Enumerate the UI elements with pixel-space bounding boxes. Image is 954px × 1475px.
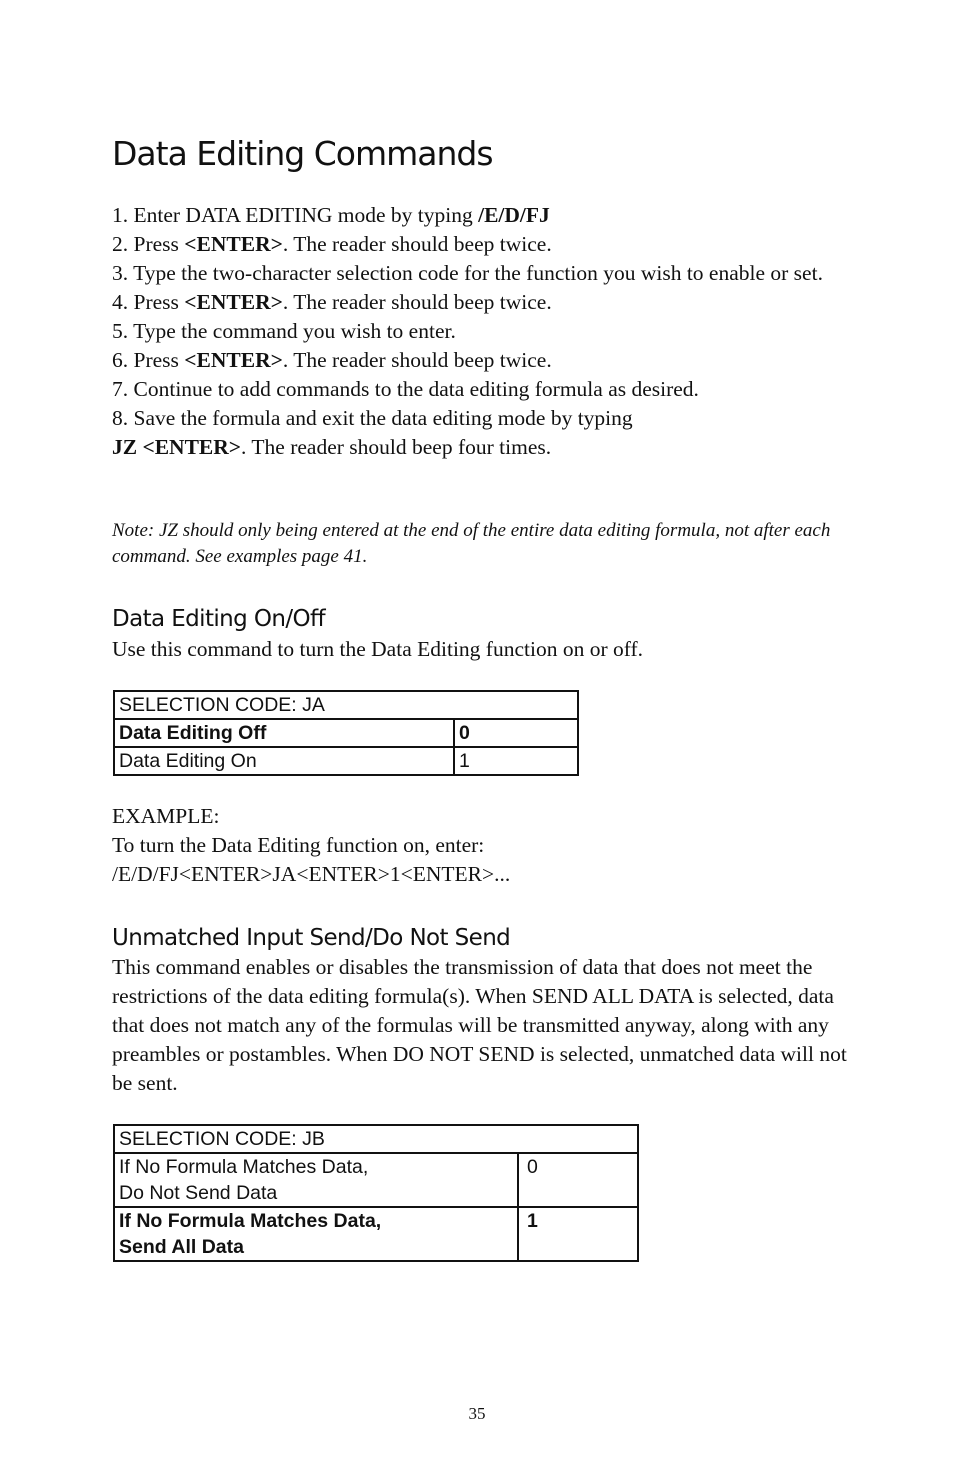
table-cell-value: 1 <box>454 747 578 775</box>
page-title: Data Editing Commands <box>112 134 493 173</box>
step-5: 5. Type the command you wish to enter. <box>112 319 456 343</box>
section-heading-on-off: Data Editing On/Off <box>112 606 325 632</box>
step-7: 7. Continue to add commands to the data editing formula as desired. <box>112 377 699 401</box>
enter-key: <ENTER> <box>184 290 283 314</box>
table-cell-label: Data Editing Off <box>114 719 454 747</box>
table-cell-label: If No Formula Matches Data, Send All Data <box>114 1207 518 1261</box>
example-label: EXAMPLE: <box>112 804 220 828</box>
table-row <box>114 1153 638 1207</box>
steps-list <box>112 201 862 462</box>
table-cell-label: If No Formula Matches Data, Do Not Send Data <box>114 1153 518 1207</box>
note: Note: JZ should only being entered at the end of the entire data editing formula, not after each command. See examples page 41. <box>112 520 831 567</box>
table-cell-value: 0 <box>518 1153 638 1207</box>
step-6: 6. Press <ENTER>. The reader should beep twice. <box>112 348 552 372</box>
step-2: 2. Press <ENTER>. The reader should beep twice. <box>112 232 552 256</box>
example-block <box>112 802 862 889</box>
step-8-code: JZ <ENTER> <box>112 435 242 459</box>
table-cell-value: 0 <box>454 719 578 747</box>
page-number: 35 <box>468 1404 486 1423</box>
table-row <box>114 719 578 747</box>
table-row <box>114 747 578 775</box>
example-command: /E/D/FJ<ENTER>JA<ENTER>1<ENTER>... <box>112 862 511 886</box>
step-4: 4. Press <ENTER>. The reader should beep twice. <box>112 290 552 314</box>
selection-table-ja <box>113 690 579 776</box>
table-row <box>114 1207 638 1261</box>
selection-table-jb <box>113 1124 639 1262</box>
example-line: To turn the Data Editing function on, enter: <box>112 833 485 857</box>
table-cell-value: 1 <box>518 1207 638 1261</box>
enter-key: <ENTER> <box>184 232 283 256</box>
enter-key: <ENTER> <box>184 348 283 372</box>
step-8: 8. Save the formula and exit the data editing mode by typing <box>112 406 633 430</box>
step-1: 1. Enter DATA EDITING mode by typing /E/D/FJ <box>112 203 550 227</box>
step-1-code: /E/D/FJ <box>478 203 550 227</box>
step-3: 3. Type the two-character selection code for the function you wish to enable or set. <box>112 261 823 285</box>
table-header: SELECTION CODE: JB <box>114 1125 638 1153</box>
table-cell-label: Data Editing On <box>114 747 454 775</box>
section-intro-on-off: Use this command to turn the Data Editing function on or off. <box>112 637 644 661</box>
section-heading-unmatched: Unmatched Input Send/Do Not Send <box>112 925 511 951</box>
section-body-unmatched: This command enables or disables the transmission of data that does not meet the restrictions of the data editing formula(s). When SEND ALL DATA is selected, data that does not match any of the formulas will be transmitted anyway, along with any preambles or postambles. When DO NOT SEND is selected, unmatched data will not be sent. <box>112 955 847 1095</box>
step-8-cont: JZ <ENTER>. The reader should beep four times. <box>112 435 552 459</box>
table-header: SELECTION CODE: JA <box>114 691 578 719</box>
